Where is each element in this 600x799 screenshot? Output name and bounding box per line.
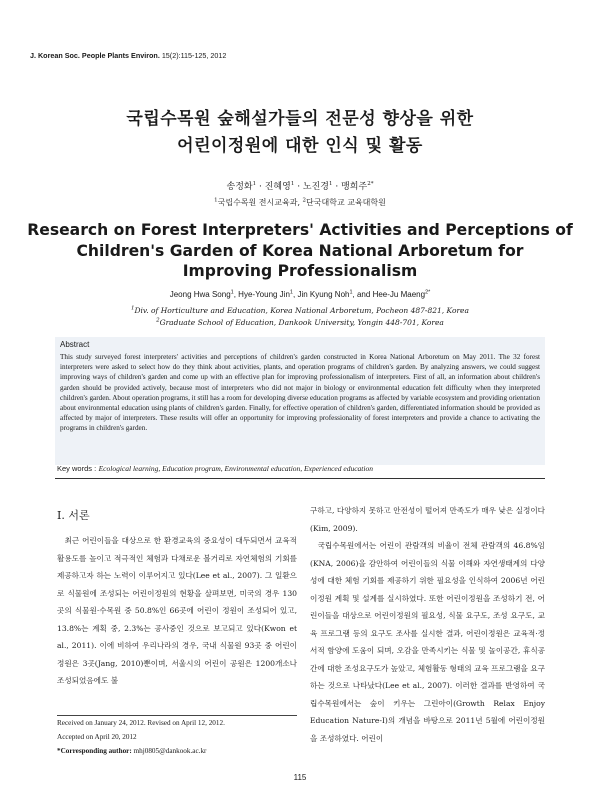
keywords: [57, 464, 373, 473]
korean-title-line-2: 어린이정원에 대한 인식 및 활동: [177, 136, 423, 156]
abstract-divider: [55, 478, 545, 479]
keywords-value: Ecological learning, Education program, Environmental education, Experienced education: [98, 464, 373, 473]
korean-affiliations: [0, 197, 600, 208]
korean-author-4: 맹희주: [341, 182, 368, 192]
korean-affil-1-mark: 1: [214, 197, 218, 204]
korean-affil-2-mark: 2: [302, 197, 307, 204]
korean-affil-1: 국립수목원 전시교육과,: [217, 198, 300, 207]
english-title-line-2: Children's Garden of Korea National Arboretum for: [76, 242, 524, 260]
author-separator: ·: [294, 182, 303, 192]
footnote-received: Received on January 24, 2012. Revised on April 12, 2012.: [57, 719, 225, 727]
korean-author-4-mark: 2*: [367, 181, 374, 187]
journal-name: J. Korean Soc. People Plants Environ.: [30, 51, 160, 60]
english-affil-1-mark: 1: [131, 305, 135, 312]
english-author-4-mark: 2*: [425, 289, 431, 296]
english-title-line-1: Research on Forest Interpreters' Activities and Perceptions of: [27, 221, 573, 239]
english-affil-1-text: Div. of Horticulture and Education, Korea National Arboretum, Pocheon 487-821, Korea: [134, 306, 469, 315]
korean-author-1-mark: 1: [252, 181, 257, 187]
footnote-divider: [57, 715, 297, 716]
english-authors: Jeong Hwa Song$^1$, Hye-Young Jin$^1$, Jin Kyung Noh$^1$, and Hee-Ju Maeng$^{2*}$: [169, 289, 431, 299]
section-heading: Ⅰ. 서론: [57, 509, 90, 522]
abstract-label: Abstract: [60, 340, 90, 349]
english-author-1-mark: 1: [230, 289, 234, 296]
english-author-4: Hee-Ju Maeng: [372, 290, 426, 299]
corresponding-label: *Corresponding author:: [57, 747, 132, 755]
korean-authors: [0, 179, 600, 192]
korean-author-2-mark: 1: [290, 181, 295, 187]
korean-author-2: 진혜영: [264, 182, 291, 192]
footnote-accepted: Accepted on April 20, 2012: [57, 733, 137, 741]
journal-citation: [30, 51, 226, 60]
english-title-line-3: Improving Professionalism: [182, 262, 418, 280]
english-affiliation-2: [0, 318, 600, 327]
english-author-3: Jin Kyung Noh: [297, 290, 350, 299]
korean-affil-2: 단국대학교 교육대학원: [306, 198, 386, 207]
left-column: [57, 532, 297, 690]
left-paragraph: 최근 어린이들을 대상으로 한 환경교육의 중요성이 대두되면서 교육적 활용도를 높이고 적극적인 체험과 다채로운 볼거리로 자연체험의 기회를 제공하고자 하는 노력이 이루어지고 있다(Lee et al., 2007). 그 일환으로 식물원에 조성되는 어린이정원의 현황을 살펴보면, 미국의 경우 130곳의 식물원·수목원 중 50.8%인 66곳에 어린이 정원이 조성되어 있고, 13.8%는 계획 중, 2.3%는 공사중인 것으로 보고되고 있다(Kwon et al., 2011). 이에 비하여 우리나라의 경우, 국내 식물원 93곳 중 어린이 정원은 3곳(Jang, 2010)뿐이며, 서울시의 어린이 공원은 1200개소나 조성되었음에도 불: [57, 536, 297, 685]
korean-author-1: 송정화: [226, 182, 253, 192]
abstract-text: This study surveyed forest interpreters' activities and perceptions of children's garden constructed in Korea National Arboretum on May 2011. The 32 forest interpreters were asked to select how do they think about activities, plants, and operation programs of children's garden. By analyzing answers, we could suggest improving ways of children's garden and come up with an effective plan for improving professionalism of interpreters. First of all, an information about children's garden should be provided actively, because most of interpreters who did not major in biology or environmental education felt difficulty when they interpreted children's garden. About operation programs, it still has a room for developing diverse education programs as affected by variable ecosystem and providing orientation about environmental education using plants of children's garden. Finally, for effective operation of children's garden, differentiated information should be provided as affected by major of interpreters. These results will offer an opportunity for improving professionality of forest interpreters and provide a chance to activating the programs in children's garden.: [60, 353, 540, 433]
right-column: [310, 502, 545, 747]
right-paragraph-1: 구하고, 다양하지 못하고 안전성이 떨어져 만족도가 매우 낮은 실정이다(Kim, 2009).: [310, 506, 545, 533]
keywords-label: Key words :: [57, 464, 97, 473]
english-author-2: Hye-Young Jin: [238, 290, 290, 299]
footnote-corresponding: [57, 747, 297, 755]
english-affil-2-mark: 2: [156, 317, 160, 324]
page-number: 115: [293, 773, 307, 782]
english-affil-2-text: Graduate School of Education, Dankook University, Yongin 448-701, Korea: [159, 318, 444, 327]
corresponding-email[interactable]: mhj0805@dankook.ac.kr: [133, 747, 207, 755]
author-separator: ·: [256, 182, 265, 192]
english-author-1: Jeong Hwa Song: [169, 290, 231, 299]
korean-author-3-mark: 1: [329, 181, 333, 187]
author-separator: ·: [332, 182, 342, 192]
korean-author-3: 노진경: [302, 182, 330, 192]
english-and: and: [356, 290, 371, 299]
english-affiliation-1: [0, 306, 600, 315]
korean-title-line-1: 국립수목원 숲해설가들의 전문성 향상을 위한: [126, 109, 474, 129]
right-paragraph-2: 국립수목원에서는 어린이 관람객의 비율이 전체 관람객의 46.8%임(KNA, 2006)을 감안하여 어린이들의 식물 이해와 자연생태계의 다양성에 대한 체험 기회를 제공하기 위한 필요성을 인식하여 2006년 어린이정원 계획 및 설계를 실시하였다. 또한 어린이정원을 조성하기 전, 어린이들을 대상으로 어린이정원의 필요성, 식물 요구도, 조성 요구도, 교육 프로그램 등의 요구도 조사를 실시한 결과, 어린이정원은 교육적·정서적 함양에 도움이 되며, 오감을 만족시키는 식물 및 놀이공간, 휴식공간에 대한 조성요구도가 높았고, 체험활동 형태의 교육 프로그램을 요구하는 것으로 나타났다(Lee et al., 2007). 이러한 결과를 반영하여 국립수목원에서는 숲이 키우는 그린아이(Growth Relax Enjoy Education Nature-I)의 개념을 바탕으로 2011년 5월에 어린이정원을 조성하였다. 어린이: [310, 541, 545, 743]
english-author-3-mark: 1: [349, 289, 353, 296]
journal-issue: 15(2):115-125, 2012: [161, 51, 227, 60]
english-author-2-mark: 1: [289, 289, 293, 296]
